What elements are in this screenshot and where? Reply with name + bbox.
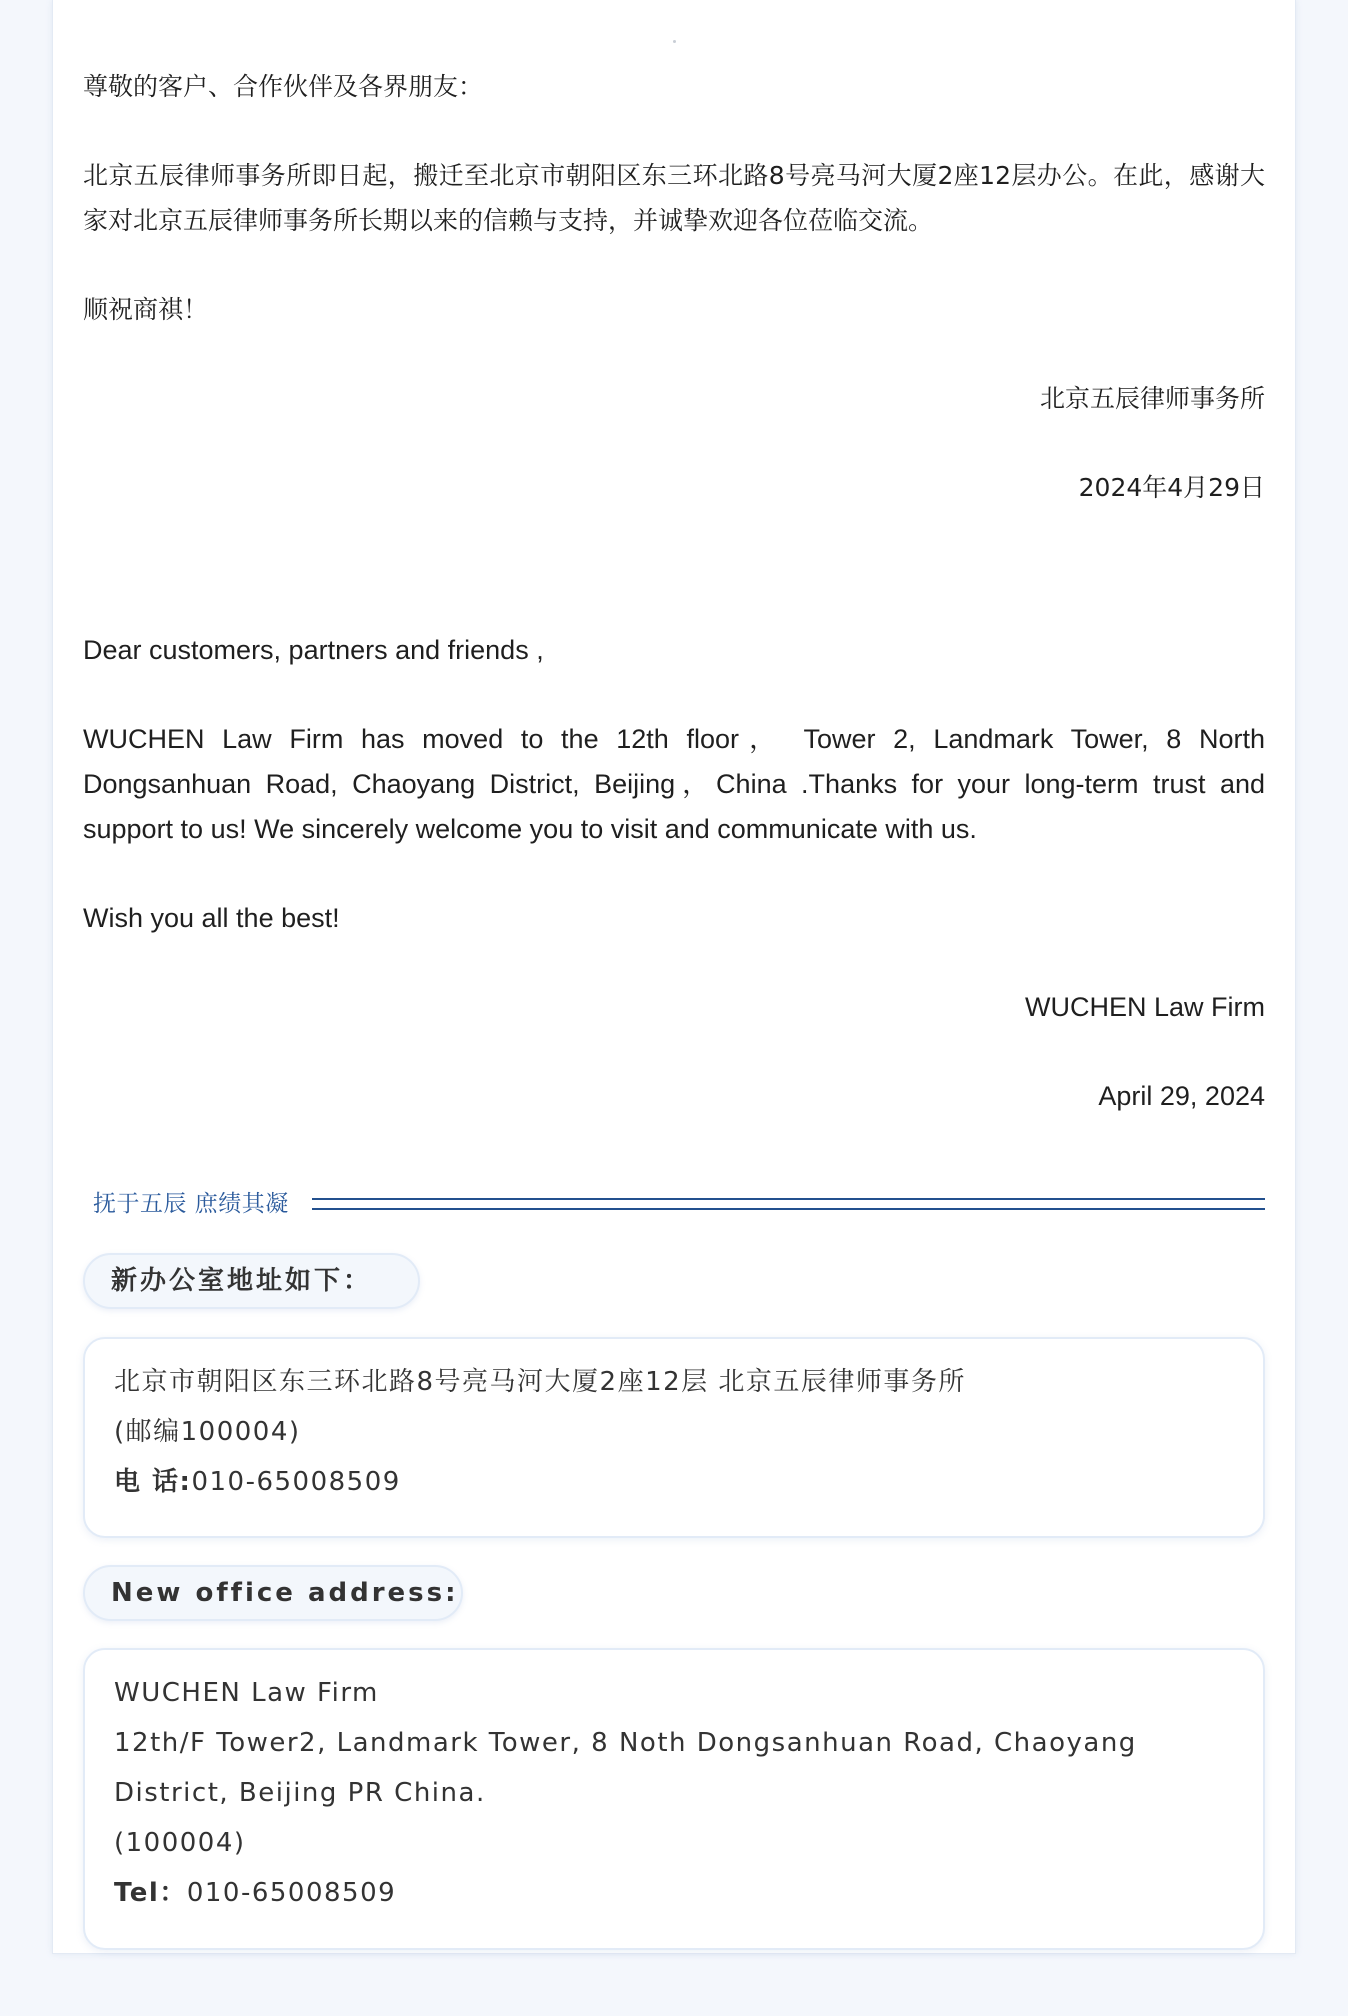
cn-date: 2024年4月29日 — [1078, 473, 1265, 502]
cn-body: 北京五辰律师事务所即日起，搬迁至北京市朝阳区东三环北路8号亮马河大厦2座12层办公。在此，感谢大家对北京五辰律师事务所长期以来的信赖与支持，并诚挚欢迎各位莅临交流。 — [83, 161, 1265, 235]
cn-address-heading: 新办公室地址如下： — [83, 1253, 420, 1309]
top-dot — [673, 40, 676, 43]
double-rule — [312, 1198, 1265, 1210]
en-closing: Wish you all the best! — [83, 903, 340, 933]
cn-closing: 顺祝商祺！ — [83, 295, 209, 324]
motto-text: 抚于五辰 庶绩其凝 — [93, 1191, 289, 1217]
en-date: April 29, 2024 — [1098, 1081, 1265, 1111]
en-address-box — [83, 1648, 1265, 1950]
cn-greeting: 尊敬的客户、合作伙伴及各界朋友： — [83, 72, 484, 101]
en-address-heading: New office address: — [83, 1565, 463, 1621]
cn-phone-label: 电 话: — [114, 1467, 192, 1497]
cn-address-line1: 北京市朝阳区东三环北路8号亮马河大厦2座12层 北京五辰律师事务所 — [114, 1367, 966, 1397]
cn-address-box — [83, 1337, 1265, 1538]
en-body: WUCHEN Law Firm has moved to the 12th floor， Tower 2, Landmark Tower, 8 North Dongsanhuan Road, Chaoyang District, Beijing，China .Thanks for your long-term trust and support to us! We sincerely welcome you to visit and communicate with us. — [83, 724, 1265, 844]
cn-address-phone — [114, 1457, 1234, 1507]
cn-phone-number: 010-65008509 — [191, 1467, 401, 1497]
cn-signature: 北京五辰律师事务所 — [1039, 384, 1265, 413]
en-address-postcode: (100004) — [114, 1828, 246, 1858]
cn-address-postcode: (邮编100004) — [114, 1417, 301, 1447]
en-phone-label: Tel： — [114, 1878, 187, 1908]
en-signature: WUCHEN Law Firm — [1025, 992, 1265, 1022]
en-phone-number: 010-65008509 — [186, 1878, 397, 1908]
en-address-line1: WUCHEN Law Firm — [114, 1678, 379, 1708]
en-greeting: Dear customers, partners and friends , — [83, 635, 544, 665]
motto-divider — [83, 1184, 1265, 1224]
en-address-line2: 12th/F Tower2, Landmark Tower, 8 Noth Dongsanhuan Road, Chaoyang District, Beijing PR China. — [114, 1728, 1137, 1808]
en-address-phone — [114, 1868, 1234, 1918]
